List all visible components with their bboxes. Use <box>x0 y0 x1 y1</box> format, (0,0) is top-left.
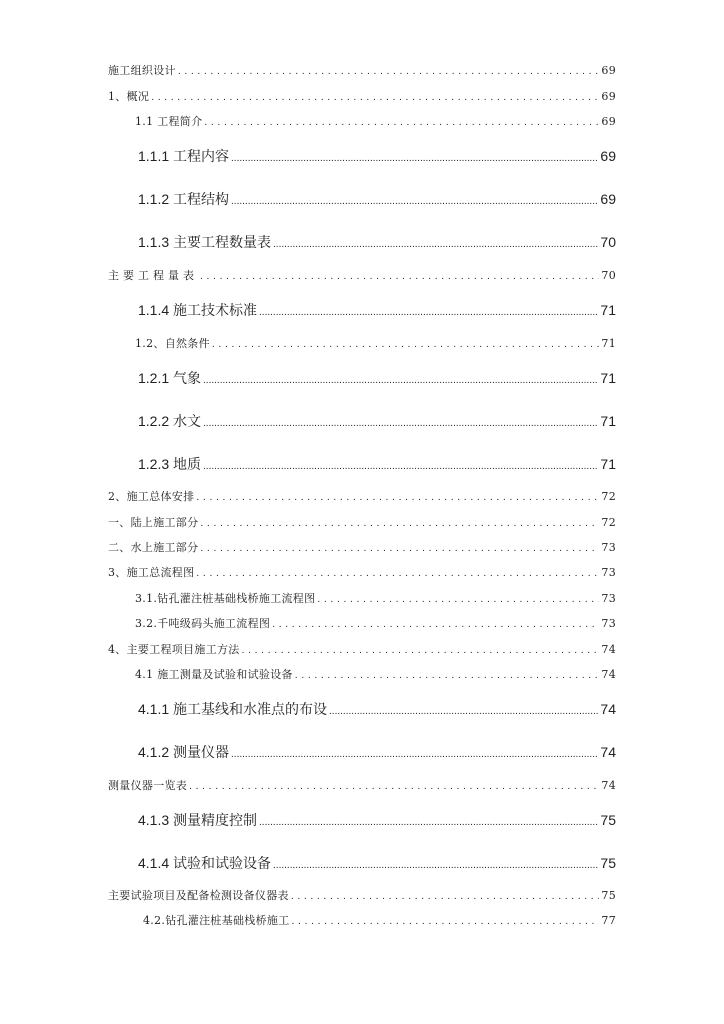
toc-page: 73 <box>601 566 616 579</box>
toc-page: 77 <box>601 914 616 927</box>
toc-title: 1.1 工程简介 <box>135 115 203 128</box>
toc-title: 4.2.钻孔灌注桩基础栈桥施工 <box>143 914 290 927</box>
toc-entry[interactable] <box>108 777 616 793</box>
toc-leader <box>200 516 599 529</box>
toc-title: 1.2、自然条件 <box>135 337 210 350</box>
toc-title: 3、施工总流程图 <box>108 566 195 579</box>
toc-leader <box>291 889 600 902</box>
toc-entry[interactable] <box>138 454 616 474</box>
toc-entry[interactable] <box>108 488 616 504</box>
toc-page: 72 <box>601 490 616 503</box>
toc-title: 4、主要工程项目施工方法 <box>108 643 240 656</box>
toc-leader <box>231 191 598 207</box>
toc-title: 主要试验项目及配备检测设备仪器表 <box>108 889 289 902</box>
toc-title: 二、水上施工部分 <box>108 541 199 554</box>
toc-entry[interactable] <box>138 300 616 320</box>
toc-title: 1.1.2 工程结构 <box>138 191 230 207</box>
toc-entry[interactable] <box>138 810 616 830</box>
toc-leader <box>200 541 599 554</box>
toc-page: 73 <box>601 541 616 554</box>
toc-title: 1、概况 <box>108 90 150 103</box>
toc-title: 1.2.1 气象 <box>138 370 202 386</box>
toc-page: 74 <box>600 744 616 760</box>
toc-leader <box>292 914 600 927</box>
toc-entry[interactable] <box>108 641 616 657</box>
toc-page: 71 <box>600 370 616 386</box>
toc-page: 70 <box>600 234 616 250</box>
toc-entry[interactable] <box>138 411 616 431</box>
toc-leader <box>317 592 599 605</box>
toc-title: 2、施工总体安排 <box>108 490 195 503</box>
toc-entry[interactable] <box>108 564 616 580</box>
toc-page: 72 <box>601 516 616 529</box>
toc-leader <box>203 413 598 429</box>
toc-entry[interactable] <box>135 590 616 606</box>
toc-title: 施工组织设计 <box>108 64 176 77</box>
toc-entry[interactable] <box>108 267 616 283</box>
toc-entry[interactable] <box>135 113 616 129</box>
toc-leader <box>200 269 599 282</box>
toc-entry[interactable] <box>108 62 616 78</box>
toc-entry[interactable] <box>138 146 616 166</box>
toc-page: 69 <box>601 115 616 128</box>
toc-leader <box>212 337 599 350</box>
toc-leader <box>259 302 598 318</box>
toc-leader <box>272 617 599 630</box>
toc-page: 69 <box>601 64 616 77</box>
toc-entry[interactable] <box>108 514 616 530</box>
toc-entry[interactable] <box>108 88 616 104</box>
toc-entry[interactable] <box>138 368 616 388</box>
toc-page: 69 <box>600 191 616 207</box>
toc-title: 一、陆上施工部分 <box>108 516 199 529</box>
toc-leader <box>273 855 598 871</box>
toc-title: 3.1.钻孔灌注桩基础栈桥施工流程图 <box>135 592 316 605</box>
toc-page: 73 <box>601 592 616 605</box>
toc-page: 71 <box>600 413 616 429</box>
toc-title: 4.1.2 测量仪器 <box>138 744 230 760</box>
toc-leader <box>295 668 600 681</box>
toc-leader <box>242 643 600 656</box>
toc-page: 71 <box>601 337 616 350</box>
toc-page: 74 <box>601 668 616 681</box>
toc-page: 75 <box>601 889 616 902</box>
toc-leader <box>231 744 598 760</box>
toc-page: 74 <box>601 643 616 656</box>
toc-leader <box>203 370 598 386</box>
toc-title: 4.1.1 施工基线和水准点的布设 <box>138 701 328 717</box>
toc-entry[interactable] <box>108 539 616 555</box>
toc-leader <box>259 812 598 828</box>
toc-page: 69 <box>601 90 616 103</box>
toc-entry[interactable] <box>138 232 616 252</box>
toc-title: 4.1.4 试验和试验设备 <box>138 855 272 871</box>
toc-leader <box>329 701 598 717</box>
toc-page: 75 <box>600 855 616 871</box>
toc-page: 75 <box>600 812 616 828</box>
toc-title: 1.1.4 施工技术标准 <box>138 302 258 318</box>
toc-leader <box>151 90 599 103</box>
toc-page: 73 <box>601 617 616 630</box>
toc-entry[interactable] <box>135 335 616 351</box>
toc-entry[interactable] <box>138 189 616 209</box>
toc-leader <box>203 456 598 472</box>
toc-title: 1.1.1 工程内容 <box>138 148 230 164</box>
toc-title: 1.2.2 水文 <box>138 413 202 429</box>
toc-title: 4.1 施工测量及试验和试验设备 <box>135 668 293 681</box>
toc-leader <box>196 490 599 503</box>
toc-entry[interactable] <box>143 912 616 928</box>
toc-title: 3.2.千吨级码头施工流程图 <box>135 617 271 630</box>
toc-entry[interactable] <box>108 887 616 903</box>
toc-page: 71 <box>600 456 616 472</box>
toc-leader <box>273 234 598 250</box>
toc-title: 主要工程量表 <box>108 269 198 282</box>
toc-title: 测量仪器一览表 <box>108 779 188 792</box>
toc-leader <box>178 64 600 77</box>
toc-entry[interactable] <box>135 615 616 631</box>
toc-entry[interactable] <box>138 742 616 762</box>
toc-page: 70 <box>601 269 616 282</box>
toc-leader <box>204 115 599 128</box>
toc-leader <box>189 779 599 792</box>
toc-entry[interactable] <box>138 699 616 719</box>
toc-title: 1.1.3 主要工程数量表 <box>138 234 272 250</box>
toc-entry[interactable] <box>138 853 616 873</box>
toc-page: 71 <box>600 302 616 318</box>
toc-title: 4.1.3 测量精度控制 <box>138 812 258 828</box>
toc-page: 69 <box>600 148 616 164</box>
toc-title: 1.2.3 地质 <box>138 456 202 472</box>
toc-leader <box>196 566 599 579</box>
toc-leader <box>231 148 598 164</box>
toc-page: 74 <box>601 779 616 792</box>
toc-page: 74 <box>600 701 616 717</box>
toc-entry[interactable] <box>135 666 616 682</box>
